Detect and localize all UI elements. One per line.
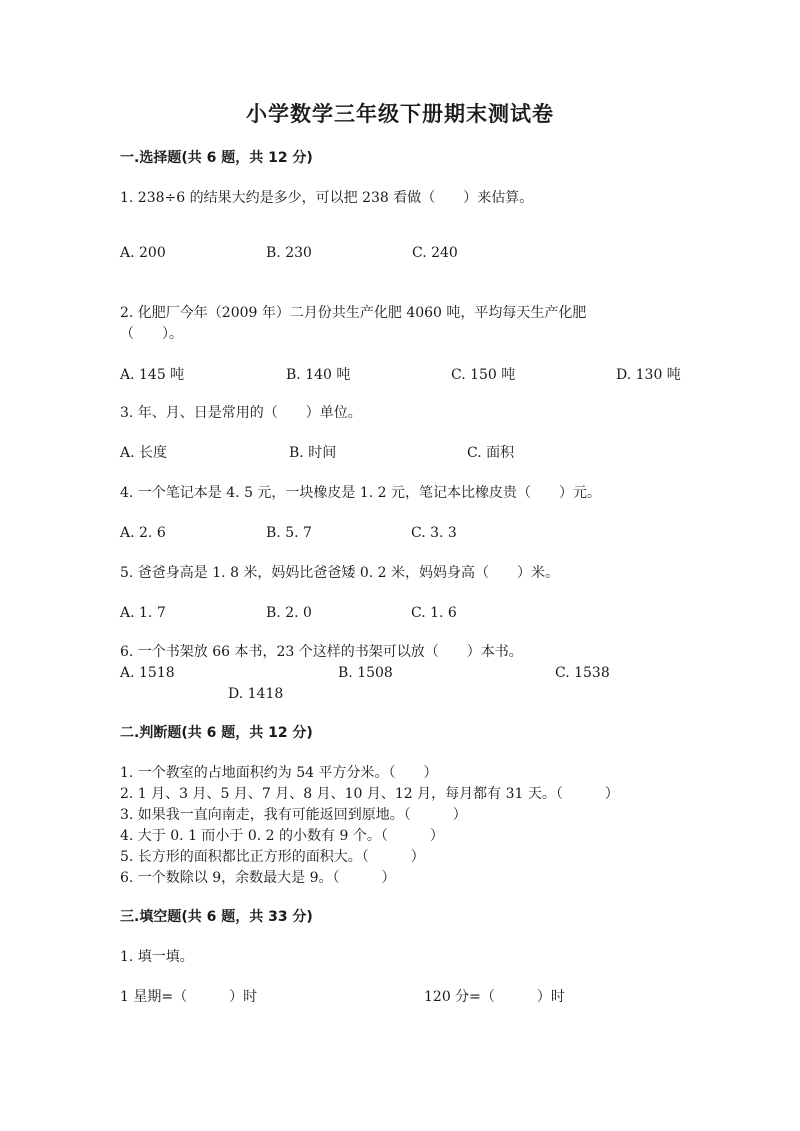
- question-stem: 4. 一个笔记本是 4. 5 元，一块橡皮是 1. 2 元，笔记本比橡皮贵（ ）元。: [120, 485, 602, 501]
- option-b: B. 1508: [338, 665, 393, 681]
- question-stem-continued: （ ）。: [120, 326, 183, 342]
- option-b: B. 230: [266, 245, 312, 261]
- judge-item: 1. 一个教室的占地面积约为 54 平方分米。（ ）: [120, 765, 438, 781]
- option-a: A. 1518: [120, 665, 175, 681]
- page-title: 小学数学三年级下册期末测试卷: [246, 102, 554, 126]
- judge-item: 2. 1 月、3 月、5 月、7 月、8 月、10 月、12 月，每月都有 31 天。（ ）: [120, 786, 619, 802]
- option-b: B. 5. 7: [266, 525, 312, 541]
- section-heading-choice: 一.选择题(共 6 题，共 12 分): [120, 150, 313, 166]
- judge-item: 5. 长方形的面积都比正方形的面积大。（ ）: [120, 849, 425, 865]
- section-heading-fill: 三.填空题(共 6 题，共 33 分): [120, 909, 313, 925]
- option-b: B. 时间: [289, 445, 337, 461]
- option-d: D. 130 吨: [616, 367, 681, 383]
- question-stem: 5. 爸爸身高是 1. 8 米，妈妈比爸爸矮 0. 2 米，妈妈身高（ ）米。: [120, 565, 560, 581]
- option-c: C. 1. 6: [411, 605, 457, 621]
- option-a: A. 200: [120, 245, 166, 261]
- question-stem: 1. 238÷6 的结果大约是多少，可以把 238 看做（ ）来估算。: [120, 190, 534, 206]
- option-a: A. 1. 7: [120, 605, 166, 621]
- fill-blank-right: 120 分=（ ）时: [424, 989, 565, 1005]
- option-d: D. 1418: [228, 686, 284, 702]
- judge-item: 4. 大于 0. 1 而小于 0. 2 的小数有 9 个。（ ）: [120, 828, 444, 844]
- option-c: C. 3. 3: [411, 525, 457, 541]
- option-a: A. 145 吨: [120, 367, 185, 383]
- question-stem: 2. 化肥厂今年（2009 年）二月份共生产化肥 4060 吨，平均每天生产化肥: [120, 305, 587, 321]
- section-heading-judge: 二.判断题(共 6 题，共 12 分): [120, 725, 313, 741]
- fill-blank-left: 1 星期=（ ）时: [120, 989, 258, 1005]
- option-b: B. 2. 0: [266, 605, 312, 621]
- option-c: C. 240: [412, 245, 458, 261]
- option-c: C. 1538: [555, 665, 610, 681]
- option-a: A. 2. 6: [120, 525, 166, 541]
- question-stem: 6. 一个书架放 66 本书，23 个这样的书架可以放（ ）本书。: [120, 644, 523, 660]
- option-c: C. 面积: [467, 445, 515, 461]
- option-c: C. 150 吨: [451, 367, 516, 383]
- judge-item: 6. 一个数除以 9，余数最大是 9。（ ）: [120, 870, 396, 886]
- option-a: A. 长度: [120, 445, 168, 461]
- option-b: B. 140 吨: [286, 367, 351, 383]
- judge-item: 3. 如果我一直向南走，我有可能返回到原地。（ ）: [120, 807, 467, 823]
- question-stem: 3. 年、月、日是常用的（ ）单位。: [120, 405, 362, 421]
- question-stem: 1. 填一填。: [120, 949, 194, 965]
